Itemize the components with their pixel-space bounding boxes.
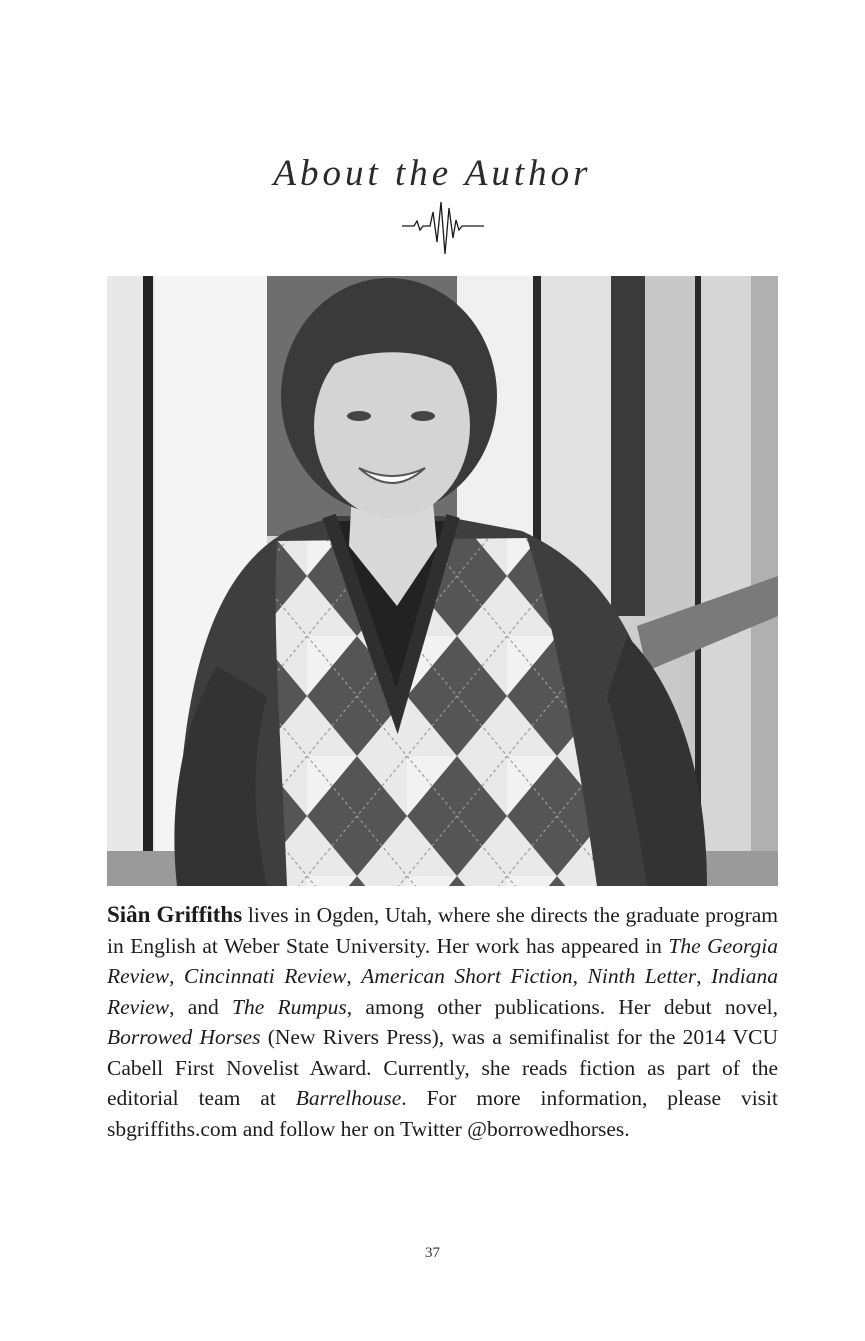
heartbeat-icon (400, 194, 486, 258)
publication-title: Ninth Letter (587, 964, 697, 988)
publication-title: Indiana Review (107, 964, 779, 1019)
publication-title: The Rumpus (232, 994, 347, 1019)
publication-title: American Short Fiction (361, 964, 573, 988)
page-number: 37 (425, 1245, 440, 1261)
author-bio: Siân Griffiths lives in Ogden, Utah, where she directs the graduate program in English at Weber State University. Her work has appeared in The Georgia Review, Cincinnati Review, American Short Fiction, Ninth Letter, Indiana Review, and The Rumpus, among other publications. Her debut novel, Borrowed Horses (New Rivers Press), was a semifinalist for the 2014 VCU Cabell First Novelist Award. Currently, she reads fiction as part of the editorial team at Barrelhouse. For more information, please visit sbgriffiths.com and follow her on Twitter @borrowedhorses. (107, 902, 779, 1141)
page-title: About the Author (273, 153, 592, 194)
publication-title: The Georgia Review (107, 933, 778, 988)
author-name: Siân Griffiths (107, 902, 243, 927)
magazine-title: Barrelhouse (295, 1086, 402, 1110)
publication-title: Cincinnati Review (183, 964, 347, 988)
author-photo (107, 276, 778, 886)
author-portrait-image (107, 276, 778, 886)
novel-title: Borrowed Horses (107, 1025, 261, 1049)
